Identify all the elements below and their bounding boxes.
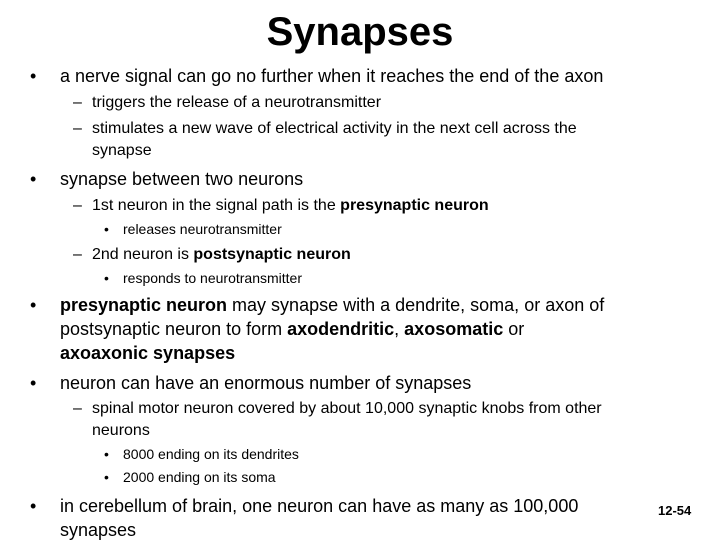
slide-number: 12-54 <box>658 503 692 518</box>
dash-marker: – <box>73 94 82 111</box>
bullet-marker: • <box>30 373 37 393</box>
slide-title: Synapses <box>266 10 454 54</box>
bold-term: axosomatic <box>404 319 504 339</box>
small-bullet-marker: • <box>104 469 109 485</box>
bullet-marker: • <box>30 496 37 516</box>
sub-sub-bullet-text: responds to neurotransmitter <box>123 270 302 286</box>
sub-bullet-text <box>92 195 489 217</box>
bullet-marker: • <box>30 295 37 315</box>
text-run: may synapse with a dendrite, soma, or axon of <box>227 295 605 315</box>
sub-bullet-text: triggers the release of a neurotransmitter <box>92 94 382 111</box>
bullet-text-cont: synapses <box>60 520 137 540</box>
bold-term: presynaptic neuron <box>60 295 228 315</box>
sub-sub-bullet-text: 2000 ending on its soma <box>123 469 276 485</box>
bullet-text-cont <box>60 341 235 365</box>
small-bullet-marker: • <box>104 446 109 462</box>
dash-marker: – <box>73 197 82 214</box>
bold-term: postsynaptic neuron <box>193 246 351 263</box>
bullet-text: neuron can have an enormous number of synapses <box>60 373 472 393</box>
bullet-text-cont <box>60 317 524 341</box>
sub-bullet-text: spinal motor neuron covered by about 10,000 synaptic knobs from other <box>92 400 602 417</box>
bold-term: axoaxonic synapses <box>60 343 236 363</box>
small-bullet-marker: • <box>104 221 109 237</box>
dash-marker: – <box>73 400 82 417</box>
bullet-text: a nerve signal can go no further when it reaches the end of the axon <box>60 66 604 86</box>
sub-sub-bullet-text: 8000 ending on its dendrites <box>123 446 299 462</box>
bullet-text: synapse between two neurons <box>60 169 304 189</box>
dash-marker: – <box>73 246 82 263</box>
text-run: , <box>394 319 405 339</box>
sub-bullet-text-cont: neurons <box>92 422 150 439</box>
text-run: or <box>503 319 525 339</box>
sub-bullet-text: stimulates a new wave of electrical activity in the next cell across the <box>92 120 577 137</box>
bullet-marker: • <box>30 169 37 189</box>
dash-marker: – <box>73 120 82 137</box>
sub-bullet-text-cont: synapse <box>92 142 152 159</box>
sub-bullet-text <box>92 244 351 266</box>
bullet-text <box>60 293 604 317</box>
bold-term: presynaptic neuron <box>340 197 489 214</box>
bullet-marker: • <box>30 66 37 86</box>
text-run: 2nd neuron is <box>92 246 194 263</box>
small-bullet-marker: • <box>104 270 109 286</box>
bold-term: axodendritic <box>287 319 395 339</box>
text-run: postsynaptic neuron to form <box>60 319 288 339</box>
bullet-text: in cerebellum of brain, one neuron can have as many as 100,000 <box>60 496 579 516</box>
sub-sub-bullet-text: releases neurotransmitter <box>123 221 282 237</box>
text-run: 1st neuron in the signal path is the <box>92 197 341 214</box>
